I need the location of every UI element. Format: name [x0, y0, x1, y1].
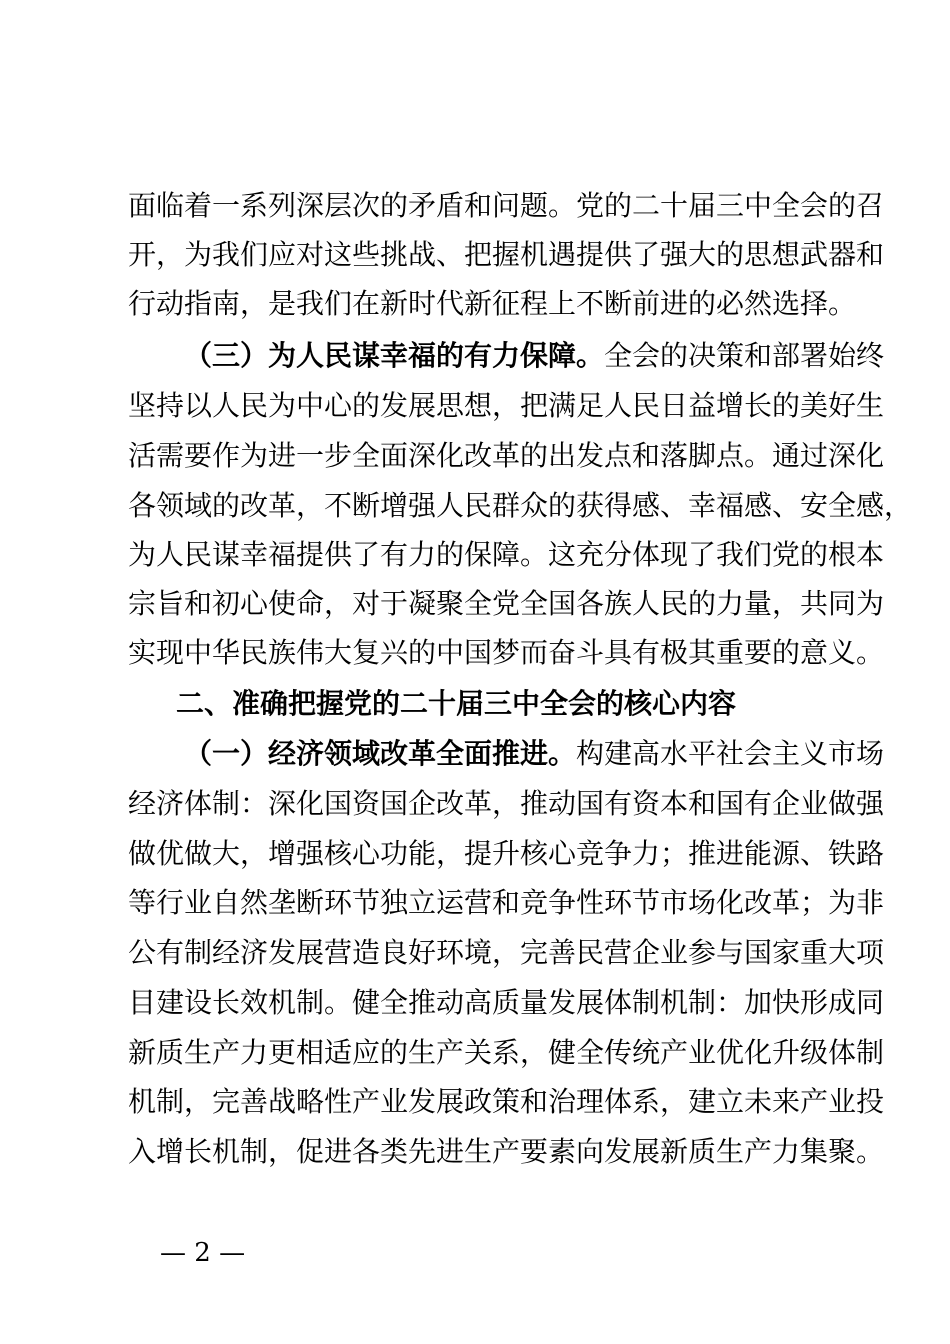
- subsection-three-first-line: [184, 340, 924, 372]
- paragraph-line: 新质生产力更相适应的生产关系，健全传统产业优化升级体制: [128, 1036, 885, 1069]
- paragraph-line: 开，为我们应对这些挑战、把握机遇提供了强大的思想武器和: [128, 238, 885, 271]
- paragraph-line: 公有制经济发展营造良好环境，完善民营企业参与国家重大项: [128, 936, 885, 969]
- subsection-one-first-line: [184, 738, 924, 770]
- page-number: — 2 —: [160, 1238, 246, 1268]
- paragraph-line: 目建设长效机制。健全推动高质量发展体制机制：加快形成同: [128, 986, 885, 1019]
- subsection-one-text: 构建高水平社会主义市场: [576, 737, 885, 770]
- paragraph-line: 实现中华民族伟大复兴的中国梦而奋斗具有极其重要的意义。: [128, 636, 885, 669]
- paragraph-line: 入增长机制，促进各类先进生产要素向发展新质生产力集聚。: [128, 1135, 885, 1168]
- paragraph-line: 等行业自然垄断环节独立运营和竞争性环节市场化改革；为非: [128, 886, 885, 919]
- subsection-three-text: 全会的决策和部署始终: [604, 339, 885, 372]
- paragraph-line: 坚持以人民为中心的发展思想，把满足人民日益增长的美好生: [128, 389, 885, 422]
- paragraph-line: 做优做大，增强核心功能，提升核心竞争力；推进能源、铁路: [128, 837, 885, 870]
- paragraph-line: 机制，完善战略性产业发展政策和治理体系，建立未来产业投: [128, 1085, 885, 1118]
- paragraph-line: 为人民谋幸福提供了有力的保障。这充分体现了我们党的根本: [128, 538, 885, 571]
- paragraph-line: 面临着一系列深层次的矛盾和问题。党的二十届三中全会的召: [128, 189, 885, 222]
- section-two-heading: 二、准确把握党的二十届三中全会的核心内容: [176, 687, 737, 720]
- paragraph-line: 宗旨和初心使命，对于凝聚全党全国各族人民的力量，共同为: [128, 587, 885, 620]
- paragraph-line: 活需要作为进一步全面深化改革的出发点和落脚点。通过深化: [128, 439, 885, 472]
- paragraph-line: 经济体制：深化国资国企改革，推动国有资本和国有企业做强: [128, 787, 885, 820]
- subsection-one-heading: （一）经济领域改革全面推进。: [184, 737, 577, 770]
- subsection-three-heading: （三）为人民谋幸福的有力保障。: [184, 339, 605, 372]
- paragraph-line: 行动指南，是我们在新时代新征程上不断前进的必然选择。: [128, 287, 857, 320]
- paragraph-line: 各领域的改革，不断增强人民群众的获得感、幸福感、安全感，: [128, 489, 913, 522]
